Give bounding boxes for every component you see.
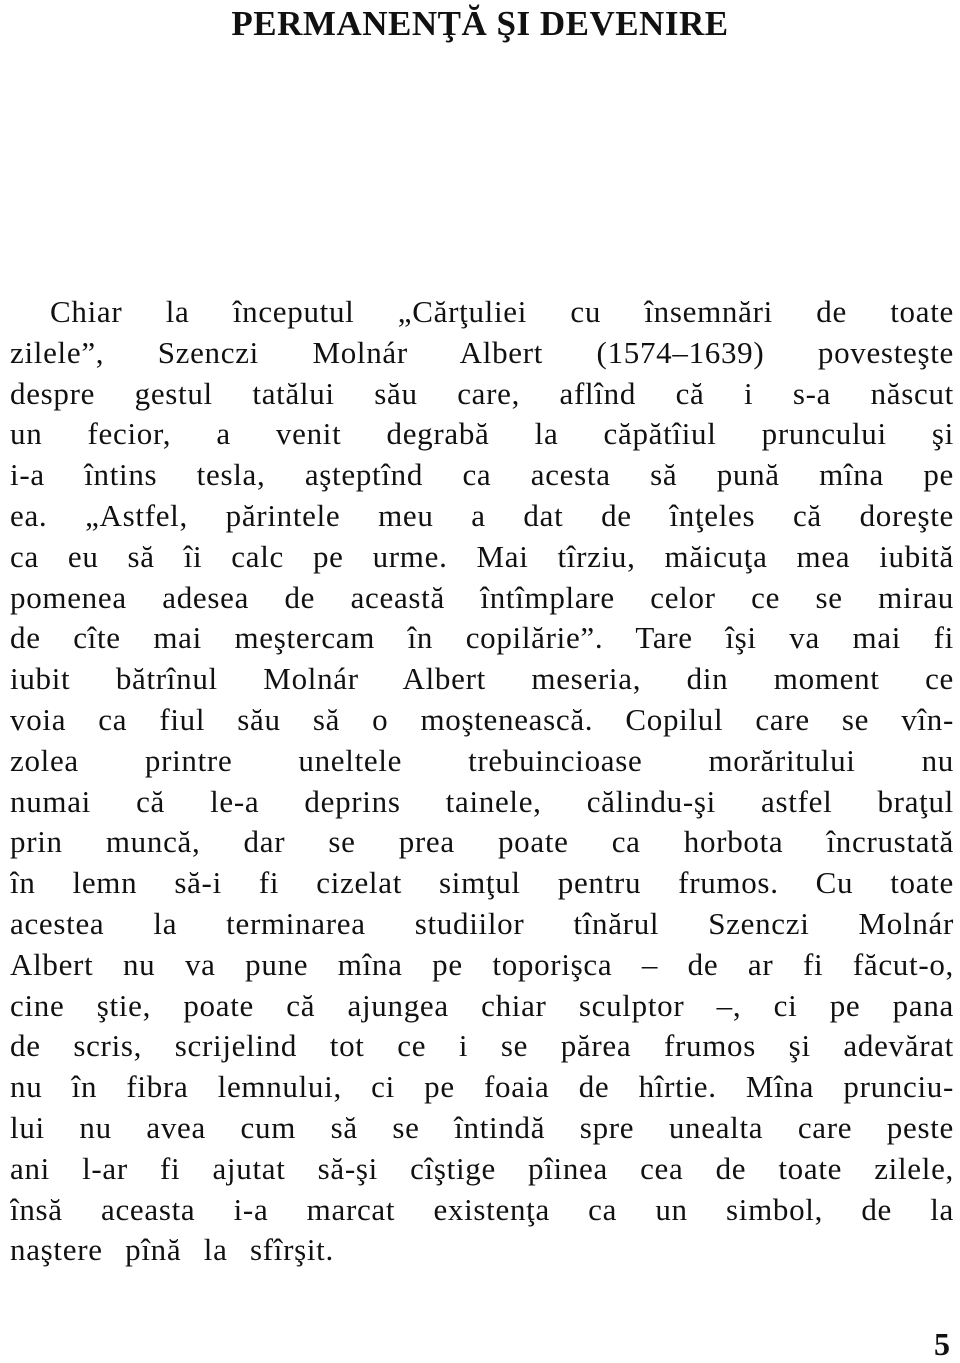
text-line: un fecior, a venit degrabă la căpătîiul pruncului şi [10,416,954,452]
text-line: de cîte mai meştercam în copilărie”. Tare îşi va mai fi [10,620,954,656]
text-line: Albert nu va pune mîna pe toporişca – de ar fi făcut-o, [10,946,954,982]
text-line: prin muncă, dar se prea poate ca horbota încrustată [10,824,954,860]
text-line: în lemn să-i fi cizelat simţul pentru frumos. Cu toate [10,865,954,901]
text-line: cine ştie, poate că ajungea chiar sculptor –, ci pe pana [10,987,954,1023]
text-line: ani l-ar fi ajutat să-şi cîştige pîinea cea de toate zilele, [10,1150,954,1186]
text-line: lui nu avea cum să se întindă spre unealta care peste [10,1109,954,1145]
page-number: 5 [934,1326,950,1362]
body-paragraph [10,292,954,1271]
text-line: acestea la terminarea studiilor tînărul Szenczi Molnár [10,905,954,941]
text-line: nu în fibra lemnului, ci pe foaia de hîrtie. Mîna prunciu- [10,1069,954,1105]
text-line: zilele”, Szenczi Molnár Albert (1574–1639) povesteşte [10,334,954,370]
text-line: i-a întins tesla, aşteptînd ca acesta să pună mîna pe [10,457,954,493]
text-line: însă aceasta i-a marcat existenţa ca un simbol, de la [10,1191,954,1227]
text-line: ca eu să îi calc pe urme. Mai tîrziu, măicuţa mea iubită [10,538,954,574]
text-line: despre gestul tatălui său care, aflînd că i s-a născut [10,375,954,411]
text-line: voia ca fiul său să o moştenească. Copilul care se vîn- [10,701,954,737]
text-line: Chiar la începutul „Cărţuliei cu însemnări de toate [50,294,954,329]
text-line: zolea printre uneltele trebuincioase morăritului nu [10,742,954,778]
text-line: numai că le-a deprins tainele, călindu-şi astfel braţul [10,783,954,819]
text-line: pomenea adesea de această întîmplare celor ce se mirau [10,579,954,615]
page-title: PERMANENŢĂ ŞI DEVENIRE [231,4,729,43]
text-line: naştere pînă la sfîrşit. [10,1232,334,1268]
text-line: de scris, scrijelind tot ce i se părea frumos şi adevărat [10,1028,954,1064]
text-line: ea. „Astfel, părintele meu a dat de înţeles că doreşte [10,497,954,533]
text-line: iubit bătrînul Molnár Albert meseria, din moment ce [10,661,954,697]
